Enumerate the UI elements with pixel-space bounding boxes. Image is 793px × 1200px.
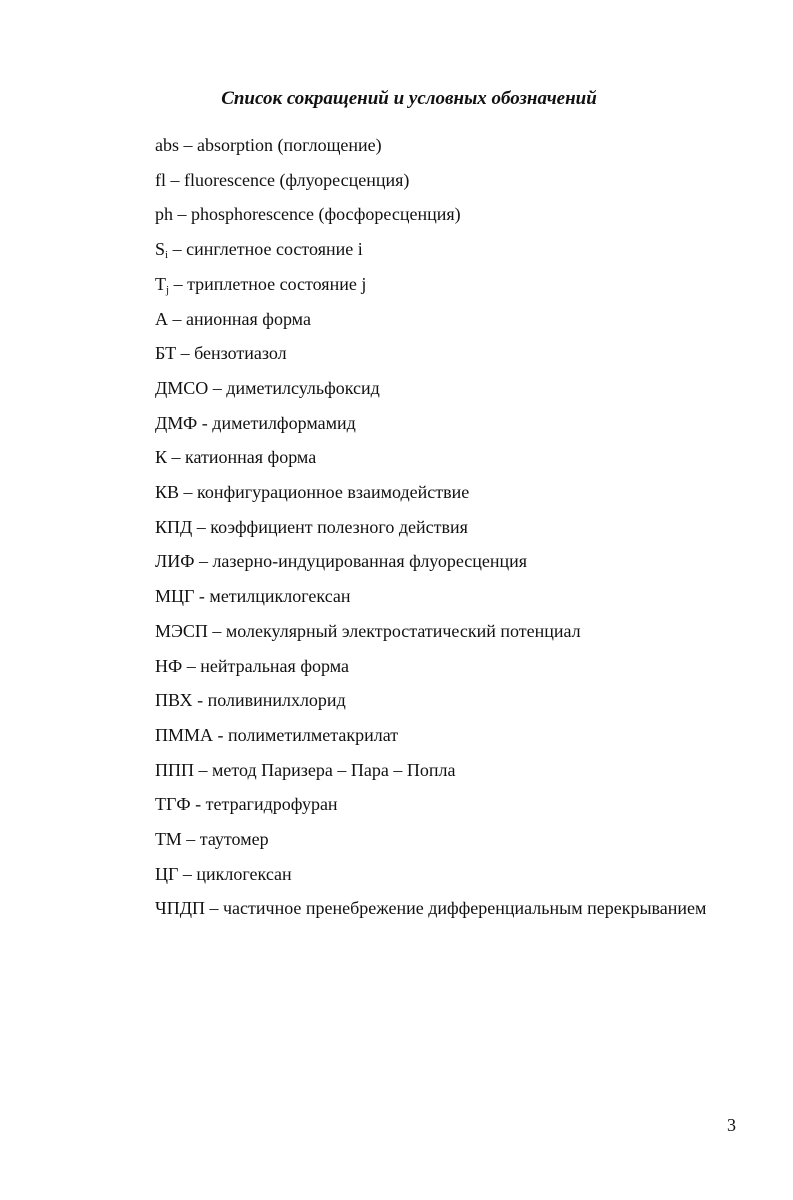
separator-dash: – bbox=[192, 516, 211, 537]
list-item bbox=[155, 857, 706, 892]
abbreviation-term: abs bbox=[155, 135, 179, 155]
list-item bbox=[155, 267, 706, 302]
separator-dash: – bbox=[182, 655, 201, 676]
list-item bbox=[155, 163, 706, 198]
list-item bbox=[155, 614, 706, 649]
term-subscript: i bbox=[165, 249, 169, 262]
page-title: Список сокращений и условных обозначений bbox=[221, 88, 597, 109]
abbreviation-definition: метод Паризера – Пара – Попла bbox=[212, 759, 456, 780]
abbreviation-term: fl bbox=[155, 169, 166, 190]
abbreviation-term: ППП bbox=[155, 759, 194, 780]
abbreviation-term: КПД bbox=[155, 516, 193, 537]
abbreviation-definition: молекулярный электростатический потенциал bbox=[225, 620, 581, 641]
separator-dash: – bbox=[168, 239, 187, 260]
abbreviation-term: БТ bbox=[155, 343, 177, 364]
abbreviation-term: ПВХ bbox=[155, 690, 193, 711]
list-item bbox=[155, 649, 706, 684]
term-subscript: j bbox=[166, 283, 170, 296]
abbreviation-list bbox=[155, 128, 706, 926]
abbreviation-term: ЦГ bbox=[155, 863, 179, 884]
abbreviation-definition: циклогексан bbox=[196, 863, 292, 884]
abbreviation-term: T bbox=[155, 273, 166, 294]
list-item bbox=[155, 371, 706, 406]
abbreviation-definition: тетрагидрофуран bbox=[205, 794, 338, 815]
abbreviation-term: ТГФ bbox=[155, 794, 191, 815]
abbreviation-definition: phosphorescence (фосфоресценция) bbox=[191, 204, 461, 225]
separator-dash: – bbox=[176, 343, 195, 364]
list-item bbox=[155, 232, 706, 267]
abbreviation-term: МЦГ bbox=[155, 586, 195, 607]
abbreviation-definition: метилциклогексан bbox=[209, 586, 351, 607]
list-item bbox=[155, 753, 706, 788]
abbreviation-definition: полиметилметакрилат bbox=[228, 724, 399, 745]
separator-dash: – bbox=[167, 447, 186, 468]
separator-dash: – bbox=[194, 551, 213, 572]
abbreviation-term: ПММА bbox=[155, 724, 214, 745]
abbreviation-term: НФ bbox=[155, 655, 183, 676]
separator-dash: – bbox=[179, 135, 197, 155]
separator-dash: – bbox=[208, 377, 227, 398]
abbreviation-definition: бензотиазол bbox=[194, 343, 287, 364]
abbreviation-term: ДМСО bbox=[155, 377, 209, 398]
abbreviation-term: ЛИФ bbox=[155, 551, 195, 572]
list-item bbox=[155, 822, 706, 857]
list-item bbox=[155, 440, 706, 475]
list-item bbox=[155, 718, 706, 753]
abbreviation-definition: анионная форма bbox=[186, 308, 311, 329]
list-item bbox=[155, 475, 706, 510]
list-item bbox=[155, 683, 706, 718]
list-item bbox=[155, 544, 706, 579]
abbreviation-term: ТМ bbox=[155, 829, 182, 850]
separator-dash: – bbox=[173, 204, 191, 225]
abbreviation-term: А bbox=[155, 308, 168, 329]
abbreviation-definition: синглетное состояние i bbox=[186, 239, 363, 260]
list-item bbox=[155, 336, 706, 371]
abbreviation-term: К bbox=[155, 447, 168, 468]
separator-dash: - bbox=[192, 690, 208, 711]
list-item bbox=[155, 891, 706, 926]
abbreviation-definition: конфигурационное взаимодействие bbox=[197, 482, 470, 503]
list-item bbox=[155, 787, 706, 822]
separator-dash: – bbox=[204, 898, 223, 919]
list-item bbox=[155, 510, 706, 545]
list-item bbox=[155, 406, 706, 441]
page-number: 3 bbox=[727, 1115, 736, 1135]
abbreviation-term: ph bbox=[155, 204, 173, 225]
separator-dash: – bbox=[169, 273, 188, 294]
separator-dash: - bbox=[213, 724, 229, 745]
abbreviation-definition: частичное пренебрежение дифференциальным перекрыванием bbox=[222, 898, 707, 919]
list-item bbox=[155, 579, 706, 614]
list-item bbox=[155, 128, 706, 163]
list-item bbox=[155, 197, 706, 232]
abbreviation-definition: диметилсульфоксид bbox=[226, 377, 380, 398]
abbreviation-definition: нейтральная форма bbox=[200, 655, 349, 676]
separator-dash: - bbox=[190, 794, 206, 815]
abbreviation-term: КВ bbox=[155, 482, 180, 503]
abbreviation-definition: триплетное состояние j bbox=[187, 273, 367, 294]
separator-dash: - bbox=[197, 412, 213, 433]
abbreviation-definition: таутомер bbox=[199, 829, 269, 850]
abbreviation-definition: absorption (поглощение) bbox=[197, 135, 382, 155]
separator-dash: – bbox=[178, 863, 197, 884]
abbreviation-term: ЧПДП bbox=[155, 898, 205, 919]
list-item bbox=[155, 302, 706, 337]
separator-dash: – bbox=[168, 308, 186, 329]
separator-dash: – bbox=[194, 759, 212, 780]
separator-dash: - bbox=[194, 586, 210, 607]
abbreviation-definition: fluorescence (флуоресценция) bbox=[184, 169, 410, 190]
abbreviation-definition: диметилформамид bbox=[212, 412, 356, 433]
separator-dash: – bbox=[179, 482, 198, 503]
abbreviation-definition: лазерно-индуцированная флуоресценция bbox=[212, 551, 528, 572]
separator-dash: – bbox=[181, 829, 200, 850]
separator-dash: – bbox=[166, 169, 184, 190]
separator-dash: – bbox=[207, 620, 226, 641]
abbreviation-definition: коэффициент полезного действия bbox=[210, 516, 468, 537]
abbreviation-definition: поливинилхлорид bbox=[207, 690, 346, 711]
abbreviation-term: ДМФ bbox=[155, 412, 198, 433]
abbreviation-definition: катионная форма bbox=[185, 447, 317, 468]
abbreviation-term: МЭСП bbox=[155, 620, 208, 641]
abbreviation-term: S bbox=[155, 239, 166, 260]
